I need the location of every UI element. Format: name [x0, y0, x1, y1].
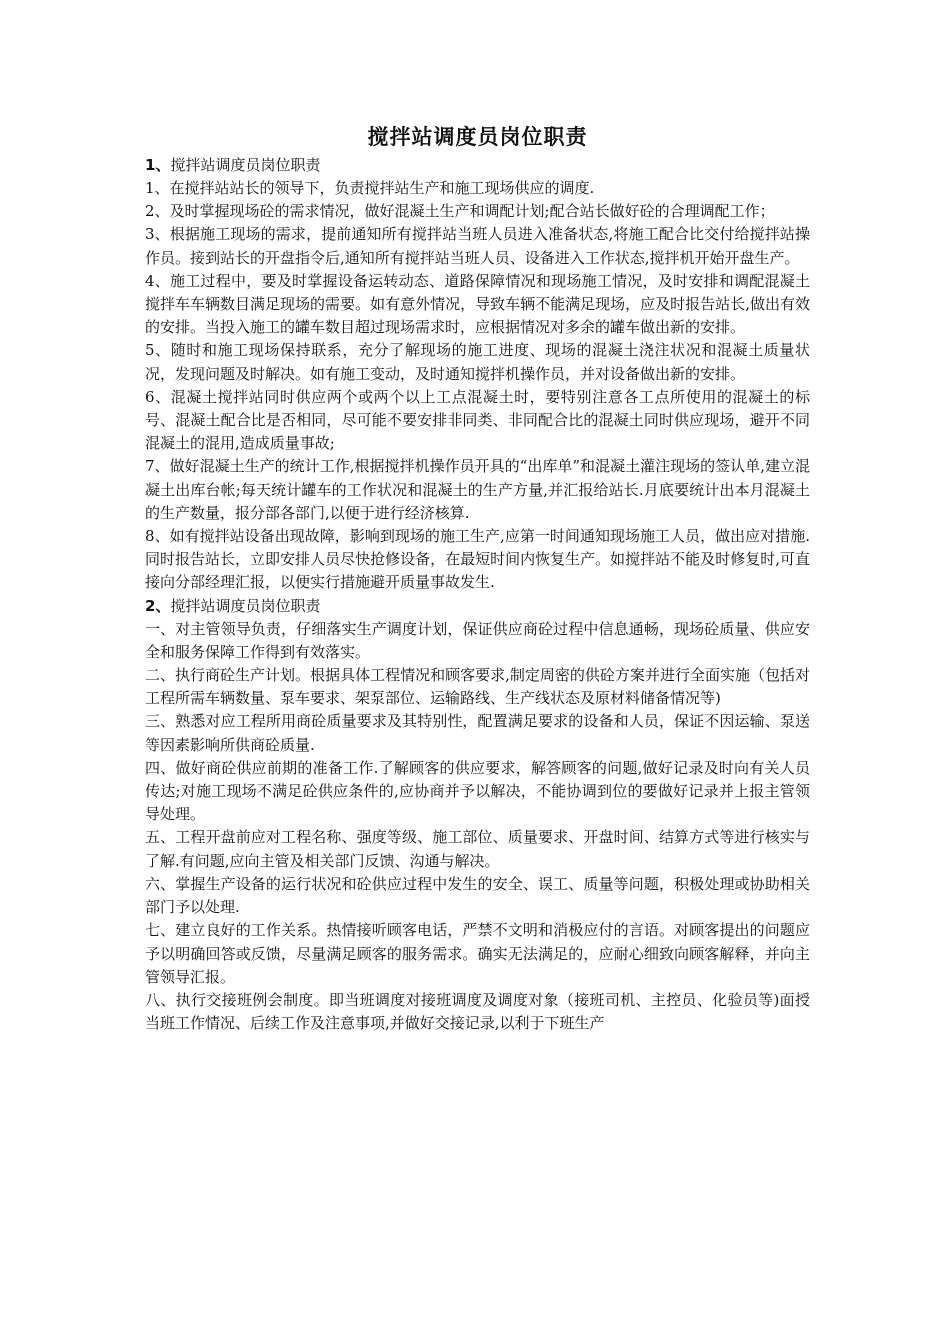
paragraph: 一、对主管领导负责，仔细落实生产调度计划，保证供应商砼过程中信息通畅，现场砼质量、供应安全和服务保障工作得到有效落实。 — [145, 619, 810, 661]
paragraph: 六、掌握生产设备的运行状况和砼供应过程中发生的安全、误工、质量等问题，积极处理或协助相关部门予以处理. — [145, 874, 810, 917]
section-number: 1、 — [145, 156, 171, 174]
paragraph: 2、及时掌握现场砼的需求情况，做好混凝土生产和调配计划;配合站长做好砼的合理调配工作； — [145, 202, 775, 221]
section-heading — [145, 595, 810, 618]
paragraph: 7、做好混凝土生产的统计工作,根据搅拌机操作员开具的“出库单”和混凝土灌注现场的签认单,建立混凝土出库台帐;每天统计罐车的工作状况和混凝土的生产方量,并汇报给站长.月底要统计出本月混凝土的生产数量，报分部各部门,以便于进行经济核算. — [145, 457, 810, 522]
paragraph: 四、做好商砼供应前期的准备工作.了解顾客的供应要求，解答顾客的问题,做好记录及时向有关人员传达;对施工现场不满足砼供应条件的,应协商并予以解决，不能协调到位的要做好记录并上报主管领导处理。 — [145, 758, 810, 824]
section-heading — [145, 154, 810, 177]
section-number: 2、 — [145, 596, 171, 615]
paragraph: 七、建立良好的工作关系。热情接听顾客电话，严禁不文明和消极应付的言语。对顾客提出的问题应予以明确回答或反馈，尽量满足顾客的服务需求。确实无法满足的，应耐心细致向顾客解释，并向主管领导汇报。 — [145, 921, 810, 986]
paragraph: 8、如有搅拌站设备出现故障，影响到现场的施工生产,应第一时间通知现场施工人员，做出应对措施.同时报告站长，立即安排人员尽快抢修设备，在最短时间内恢复生产。如搅拌站不能及时修复时,可直接向分部经理汇报，以便实行措施避开质量事故发生. — [145, 527, 810, 592]
document-title: 搅拌站调度员岗位职责 — [367, 125, 588, 149]
document-body — [145, 122, 810, 1035]
paragraph: 八、执行交接班例会制度。即当班调度对接班调度及调度对象（接班司机、主控员、化验员等)面授当班工作情况、后续工作及注意事项,并做好交接记录,以利于下班生产 — [145, 990, 810, 1033]
paragraph: 5、随时和施工现场保持联系，充分了解现场的施工进度、现场的混凝土浇注状况和混凝土质量状况，发现问题及时解决。如有施工变动，及时通知搅拌机操作员，并对设备做出新的安排。 — [145, 341, 810, 383]
paragraph: 4、施工过程中，要及时掌握设备运转动态、道路保障情况和现场施工情况，及时安排和调配混凝土搅拌车车辆数目满足现场的需要。如有意外情况，导致车辆不能满足现场，应及时报告站长,做出有效的安排。当投入施工的罐车数目超过现场需求时，应根据情况对多余的罐车做出新的安排。 — [145, 271, 810, 337]
section-heading-text: 搅拌站调度员岗位职责 — [170, 156, 321, 174]
paragraph: 6、混凝土搅拌站同时供应两个或两个以上工点混凝土时，要特别注意各工点所使用的混凝土的标号、混凝土配合比是否相同，尽可能不要安排非同类、非同配合比的混凝土同时供应现场，避开不同混凝土的混用,造成质量事故; — [145, 387, 810, 453]
section-heading-text: 搅拌站调度员岗位职责 — [170, 596, 321, 615]
paragraph: 1、在搅拌站站长的领导下，负责搅拌站生产和施工现场供应的调度. — [145, 179, 595, 197]
paragraph: 二、执行商砼生产计划。根据具体工程情况和顾客要求,制定周密的供砼方案并进行全面实施（包括对工程所需车辆数量、泵车要求、架泵部位、运输路线、生产线状态及原材料储备情况等) — [145, 666, 810, 708]
paragraph: 三、熟悉对应工程所用商砼质量要求及其特别性，配置满足要求的设备和人员，保证不因运输、泵送等因素影响所供商砼质量. — [145, 712, 810, 754]
paragraph: 五、工程开盘前应对工程名称、强度等级、施工部位、质量要求、开盘时间、结算方式等进行核实与了解.有问题,应向主管及相关部门反馈、沟通与解决。 — [145, 828, 810, 870]
paragraph: 3、根据施工现场的需求，提前通知所有搅拌站当班人员进入准备状态,将施工配合比交付给搅拌站操作员。接到站长的开盘指令后,通知所有搅拌站当班人员、设备进入工作状态,搅拌机开始开盘生产。 — [145, 225, 810, 267]
